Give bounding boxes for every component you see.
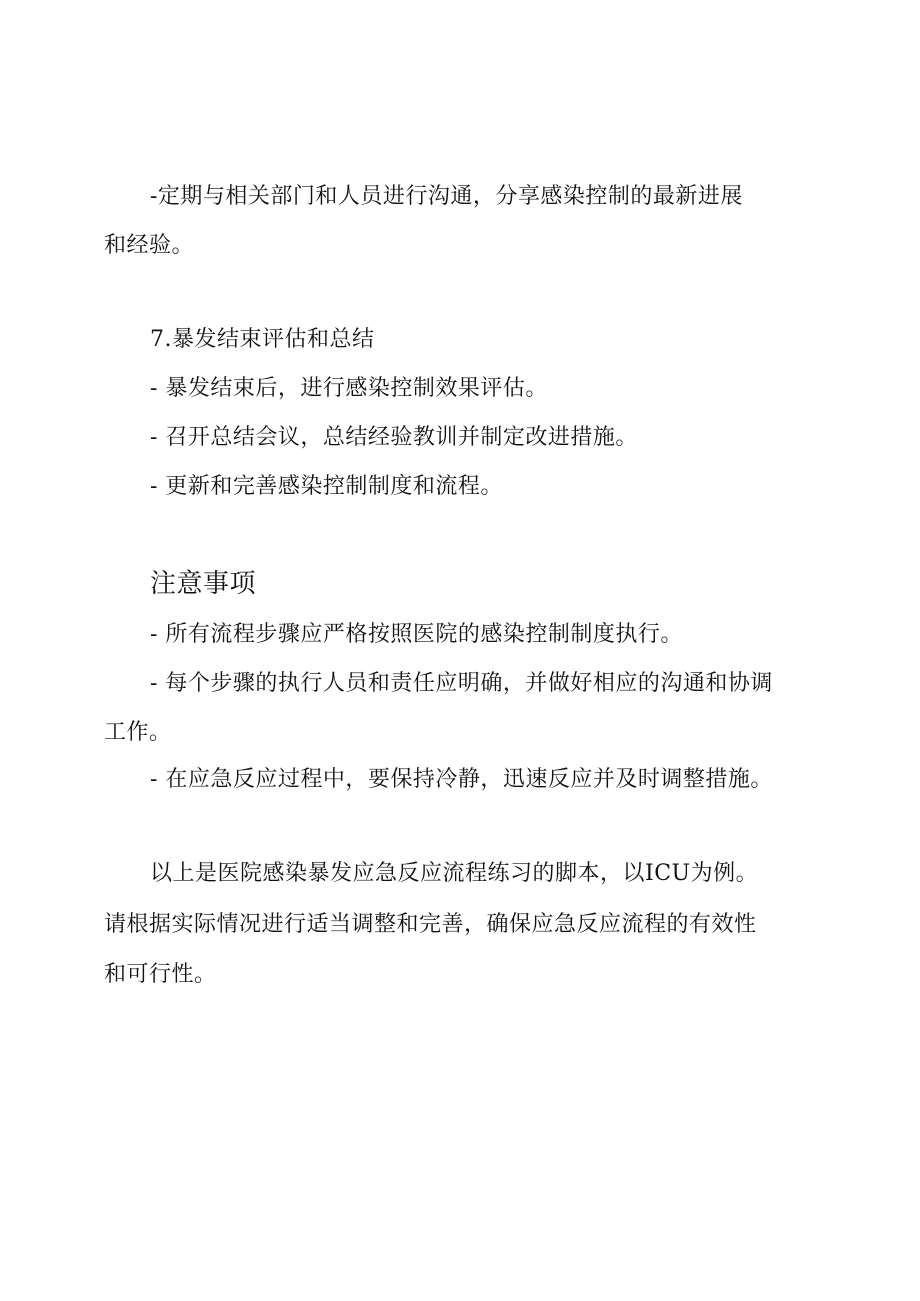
closing-line-3: 和可行性。: [104, 962, 217, 987]
notes-item-2-line-2: 工作。: [104, 720, 172, 745]
comm-line-1: -定期与相关部门和人员进行沟通，分享感染控制的最新进展: [150, 184, 743, 209]
comm-line-2: 和经验。: [104, 233, 195, 258]
notes-item-2-line-1: - 每个步骤的执行人员和责任应明确，并做好相应的沟通和协调: [150, 671, 773, 696]
section-7-item-3: - 更新和完善感染控制制度和流程。: [150, 474, 503, 499]
notes-item-3: - 在应急反应过程中，要保持冷静，迅速反应并及时调整措施。: [150, 767, 773, 792]
closing-line-2: 请根据实际情况进行适当调整和完善，确保应急反应流程的有效性: [104, 912, 757, 937]
closing-line-1: 以上是医院感染暴发应急反应流程练习的脚本，以ICU为例。: [150, 861, 759, 886]
section-7-title: 7.暴发结束评估和总结: [150, 327, 375, 352]
notes-heading: 注意事项: [150, 569, 257, 599]
notes-item-1: - 所有流程步骤应严格按照医院的感染控制制度执行。: [150, 622, 683, 647]
section-7-item-1: - 暴发结束后，进行感染控制效果评估。: [150, 376, 548, 401]
section-7-item-2: - 召开总结会议，总结经验教训并制定改进措施。: [150, 425, 638, 450]
